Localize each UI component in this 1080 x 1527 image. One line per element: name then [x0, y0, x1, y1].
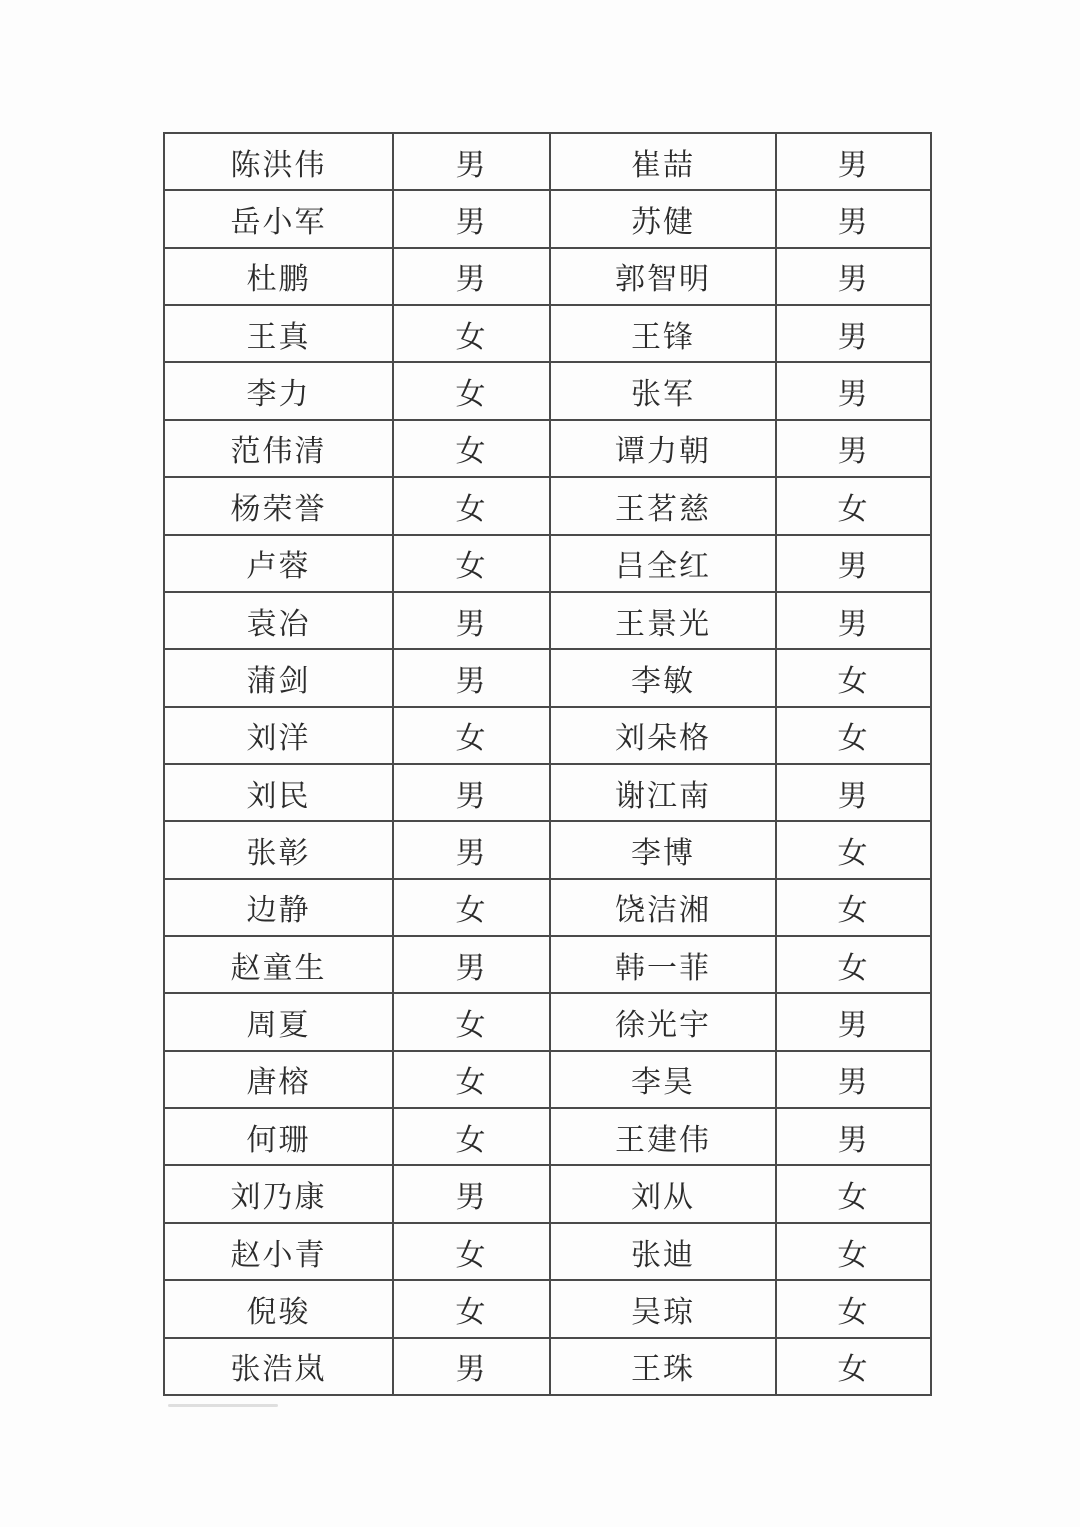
name-cell: 李力 [164, 362, 393, 419]
name-cell: 韩一菲 [550, 936, 776, 993]
name-gender-roster-table [163, 132, 932, 1396]
table-row [164, 190, 931, 247]
name-cell: 张彰 [164, 821, 393, 878]
gender-cell: 男 [776, 420, 931, 477]
gender-cell: 女 [776, 477, 931, 534]
name-cell: 苏健 [550, 190, 776, 247]
gender-cell: 男 [776, 993, 931, 1050]
name-cell: 刘朵格 [550, 707, 776, 764]
table-row [164, 1223, 931, 1280]
gender-cell: 女 [393, 535, 550, 592]
gender-cell: 女 [393, 879, 550, 936]
gender-cell: 女 [776, 707, 931, 764]
table-row [164, 1108, 931, 1165]
name-cell: 张军 [550, 362, 776, 419]
name-cell: 崔喆 [550, 133, 776, 190]
table-row [164, 1051, 931, 1108]
gender-cell: 男 [776, 190, 931, 247]
gender-cell: 男 [776, 362, 931, 419]
table-row [164, 248, 931, 305]
table-row [164, 993, 931, 1050]
name-cell: 陈洪伟 [164, 133, 393, 190]
name-cell: 饶洁湘 [550, 879, 776, 936]
gender-cell: 男 [393, 821, 550, 878]
name-cell: 刘从 [550, 1165, 776, 1222]
gender-cell: 女 [393, 362, 550, 419]
name-cell: 王锋 [550, 305, 776, 362]
name-cell: 李博 [550, 821, 776, 878]
gender-cell: 女 [776, 1280, 931, 1337]
gender-cell: 男 [776, 1108, 931, 1165]
table-row [164, 707, 931, 764]
gender-cell: 女 [393, 477, 550, 534]
name-cell: 赵童生 [164, 936, 393, 993]
table-row [164, 764, 931, 821]
name-cell: 李敏 [550, 649, 776, 706]
name-cell: 倪骏 [164, 1280, 393, 1337]
gender-cell: 男 [776, 248, 931, 305]
name-cell: 谭力朝 [550, 420, 776, 477]
gender-cell: 女 [393, 1051, 550, 1108]
gender-cell: 女 [393, 1223, 550, 1280]
name-cell: 蒲剑 [164, 649, 393, 706]
gender-cell: 女 [776, 649, 931, 706]
gender-cell: 女 [776, 1165, 931, 1222]
name-cell: 边静 [164, 879, 393, 936]
name-cell: 王珠 [550, 1338, 776, 1395]
table-row [164, 1165, 931, 1222]
name-cell: 张浩岚 [164, 1338, 393, 1395]
table-row [164, 592, 931, 649]
gender-cell: 男 [393, 649, 550, 706]
name-cell: 张迪 [550, 1223, 776, 1280]
gender-cell: 女 [393, 707, 550, 764]
name-cell: 卢蓉 [164, 535, 393, 592]
gender-cell: 男 [393, 764, 550, 821]
name-cell: 吴琼 [550, 1280, 776, 1337]
name-cell: 吕全红 [550, 535, 776, 592]
name-cell: 刘洋 [164, 707, 393, 764]
name-cell: 郭智明 [550, 248, 776, 305]
gender-cell: 男 [393, 1165, 550, 1222]
table-row [164, 305, 931, 362]
table-row [164, 879, 931, 936]
table-row [164, 362, 931, 419]
name-cell: 唐榕 [164, 1051, 393, 1108]
table-row [164, 1338, 931, 1395]
gender-cell: 女 [776, 1223, 931, 1280]
gender-cell: 女 [776, 821, 931, 878]
gender-cell: 男 [776, 133, 931, 190]
name-cell: 王茗慈 [550, 477, 776, 534]
gender-cell: 女 [776, 879, 931, 936]
name-cell: 王景光 [550, 592, 776, 649]
table-row [164, 936, 931, 993]
gender-cell: 男 [776, 535, 931, 592]
name-cell: 周夏 [164, 993, 393, 1050]
gender-cell: 女 [393, 420, 550, 477]
table-row [164, 133, 931, 190]
name-cell: 范伟清 [164, 420, 393, 477]
gender-cell: 男 [393, 936, 550, 993]
scan-artifact-line [168, 1404, 278, 1407]
gender-cell: 男 [776, 305, 931, 362]
gender-cell: 男 [393, 190, 550, 247]
table-row [164, 1280, 931, 1337]
gender-cell: 男 [393, 248, 550, 305]
name-cell: 李昊 [550, 1051, 776, 1108]
table-row [164, 477, 931, 534]
name-cell: 刘乃康 [164, 1165, 393, 1222]
gender-cell: 男 [776, 764, 931, 821]
gender-cell: 男 [776, 592, 931, 649]
name-cell: 何珊 [164, 1108, 393, 1165]
gender-cell: 男 [776, 1051, 931, 1108]
name-cell: 岳小军 [164, 190, 393, 247]
table-row [164, 420, 931, 477]
roster-table-body [164, 133, 931, 1395]
gender-cell: 男 [393, 1338, 550, 1395]
table-row [164, 649, 931, 706]
table-row [164, 535, 931, 592]
table-row [164, 821, 931, 878]
name-cell: 杜鹏 [164, 248, 393, 305]
gender-cell: 女 [393, 305, 550, 362]
gender-cell: 女 [776, 936, 931, 993]
gender-cell: 女 [776, 1338, 931, 1395]
name-cell: 徐光宇 [550, 993, 776, 1050]
gender-cell: 女 [393, 993, 550, 1050]
name-cell: 杨荣誉 [164, 477, 393, 534]
gender-cell: 男 [393, 592, 550, 649]
name-cell: 王建伟 [550, 1108, 776, 1165]
name-cell: 袁冶 [164, 592, 393, 649]
name-cell: 谢江南 [550, 764, 776, 821]
name-cell: 王真 [164, 305, 393, 362]
gender-cell: 女 [393, 1280, 550, 1337]
gender-cell: 男 [393, 133, 550, 190]
name-cell: 赵小青 [164, 1223, 393, 1280]
name-cell: 刘民 [164, 764, 393, 821]
gender-cell: 女 [393, 1108, 550, 1165]
